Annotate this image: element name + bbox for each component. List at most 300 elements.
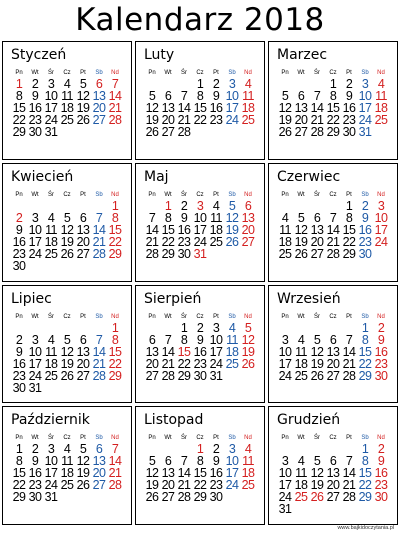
weekday-header: Cz [196,70,204,76]
day-cell: 26 [145,490,159,505]
day-cell: 7 [148,210,156,225]
day-cell: 23 [358,234,372,249]
weekday-header: Wt [31,313,39,320]
day-cell: 8 [196,89,204,103]
month-box [2,41,132,160]
days-grid [11,69,129,138]
weekday-header: Wt [297,313,305,320]
weekday-header: Pt [213,70,219,76]
days-grid [277,69,395,138]
day-cell: 5 [244,320,252,335]
day-cell: 21 [177,113,191,127]
weekday-header: Śr [314,435,320,442]
day-cell: 17 [278,356,292,371]
day-cell: 14 [342,466,356,481]
day-cell: 8 [345,210,353,225]
day-cell: 8 [180,332,188,347]
day-cell: 24 [209,356,223,371]
day-cell: 19 [278,113,292,127]
day-cell: 15 [326,101,340,115]
day-cell: 9 [31,89,39,103]
day-cell: 28 [177,125,191,139]
day-cell: 22 [358,478,372,493]
day-cell: 6 [164,454,172,469]
month-box [135,163,265,282]
day-cell: 19 [241,344,255,359]
day-cell: 24 [28,368,42,383]
days-grid [11,191,129,272]
day-cell: 14 [326,222,340,237]
day-cell: 19 [76,101,90,115]
day-cell: 21 [326,234,340,249]
day-cell: 21 [342,478,356,493]
day-cell: 27 [161,125,175,139]
day-cell: 25 [225,356,239,371]
day-cell: 6 [297,89,305,103]
day-cell: 22 [177,356,191,371]
day-cell: 22 [12,113,26,127]
day-cell: 24 [278,368,292,383]
weekday-header: Cz [196,435,204,442]
weekday-header: Sb [228,435,236,442]
day-cell: 23 [12,368,26,383]
day-cell: 10 [225,454,239,469]
day-cell: 19 [145,478,159,493]
day-cell: 7 [164,332,172,347]
empty-day [341,322,357,334]
weekday-header: Cz [196,191,204,198]
day-cell: 1 [111,320,119,335]
day-cell: 4 [297,332,305,347]
weekday-header: Wt [297,191,305,198]
day-cell: 20 [92,466,106,481]
day-cell: 14 [161,344,175,359]
day-cell: 6 [95,442,103,457]
day-cell: 8 [111,210,119,225]
day-cell: 13 [326,466,340,481]
day-cell: 13 [145,344,159,359]
weekday-header: Pt [80,313,86,320]
day-cell: 16 [342,101,356,115]
day-cell: 29 [12,490,26,505]
day-cell: 20 [326,356,340,371]
day-cell: 21 [92,234,106,249]
day-cell: 4 [47,210,55,225]
day-cell: 21 [177,478,191,493]
day-cell: 2 [31,77,39,91]
days-grid [11,313,129,394]
day-cell: 24 [278,490,292,505]
weekday-header: Sb [228,70,236,76]
weekday-header: Pt [346,313,352,320]
day-cell: 18 [44,234,58,249]
day-cell: 23 [209,113,223,127]
day-cell: 16 [374,344,388,359]
day-cell: 1 [196,77,204,91]
months-grid [2,41,398,525]
day-cell: 26 [60,368,74,383]
weekday-header: Wt [164,191,172,198]
day-cell: 11 [61,454,73,469]
day-cell: 17 [209,344,223,359]
day-cell: 12 [294,222,308,237]
day-cell: 24 [44,113,58,127]
day-cell: 31 [358,125,372,139]
day-cell: 21 [310,113,324,127]
day-cell: 13 [310,222,324,237]
day-cell: 27 [310,246,324,261]
weekday-header: Sb [228,191,236,198]
day-cell: 28 [342,368,356,383]
day-cell: 22 [342,234,356,249]
weekday-header: Cz [329,435,337,442]
day-cell: 4 [212,198,220,213]
day-cell: 10 [225,89,239,103]
day-cell: 7 [95,210,103,225]
day-cell: 3 [361,77,369,91]
day-cell: 29 [342,246,356,261]
day-cell: 26 [294,246,308,261]
day-cell: 19 [60,234,74,249]
weekday-header: Pt [213,191,219,198]
day-cell: 5 [281,89,289,103]
day-cell: 12 [145,466,159,481]
day-cell: 2 [212,442,220,457]
empty-day [27,322,43,334]
day-cell: 18 [60,101,74,115]
weekday-header: Pt [346,435,352,442]
day-cell: 1 [361,442,369,457]
day-cell: 9 [212,454,220,469]
day-cell: 26 [76,478,90,493]
weekday-header: Pn [148,191,156,198]
day-cell: 7 [313,89,321,103]
day-cell: 27 [92,478,106,493]
day-cell: 8 [15,454,23,469]
day-cell: 18 [294,478,308,493]
day-cell: 17 [225,101,239,115]
day-cell: 13 [161,101,175,115]
day-cell: 7 [95,332,103,347]
day-cell: 20 [161,113,175,127]
day-cell: 20 [310,234,324,249]
day-cell: 2 [377,320,385,335]
day-cell: 19 [294,234,308,249]
days-grid [277,191,395,260]
weekday-header: Cz [63,191,71,198]
weekday-header: Śr [314,313,320,320]
empty-day [309,322,325,334]
day-cell: 29 [193,490,207,505]
day-cell: 9 [15,344,23,359]
day-cell: 1 [15,442,23,457]
weekday-header: Śr [48,435,54,442]
day-cell: 27 [241,234,255,249]
day-cell: 23 [374,356,388,371]
day-cell: 7 [180,454,188,469]
weekday-header: Cz [329,70,337,76]
day-cell: 1 [111,198,119,213]
weekday-header: Nd [111,70,119,76]
day-cell: 20 [241,222,255,237]
empty-day [325,322,341,334]
empty-day [91,200,107,212]
day-cell: 23 [374,478,388,493]
day-cell: 2 [31,442,39,457]
day-cell: 17 [358,101,372,115]
day-cell: 3 [196,198,204,213]
day-cell: 15 [177,344,191,359]
day-cell: 20 [161,478,175,493]
day-cell: 30 [374,368,388,383]
month-name: Marzec [277,47,328,63]
day-cell: 9 [377,332,385,347]
empty-day [91,322,107,334]
day-cell: 6 [329,454,337,469]
day-cell: 14 [342,344,356,359]
days-grid [277,313,395,382]
month-name: Sierpień [144,290,202,307]
day-cell: 28 [108,478,122,493]
weekday-header: Pn [281,70,289,76]
day-cell: 30 [12,380,26,395]
calendar-title: Kalendarz 2018 [75,2,325,38]
month-box [2,285,132,404]
day-cell: 23 [12,246,26,261]
day-cell: 26 [310,368,324,383]
day-cell: 1 [361,320,369,335]
weekday-header: Śr [314,70,320,76]
day-cell: 30 [342,125,356,139]
month-name: Październik [11,412,90,429]
weekday-header: Sb [361,435,369,442]
day-cell: 18 [241,466,255,481]
month-name: Listopad [144,412,204,429]
day-cell: 20 [326,478,340,493]
day-cell: 11 [279,222,291,237]
day-cell: 23 [177,234,191,249]
day-cell: 9 [361,210,369,225]
empty-day [144,322,160,334]
day-cell: 6 [244,198,252,213]
day-cell: 25 [241,478,255,493]
day-cell: 19 [310,478,324,493]
day-cell: 11 [242,454,254,469]
day-cell: 25 [294,490,308,505]
day-cell: 9 [345,89,353,103]
weekday-header: Wt [31,191,39,198]
weekday-header: Nd [244,191,252,198]
day-cell: 10 [278,344,292,359]
day-cell: 29 [161,246,175,261]
day-cell: 17 [193,222,207,237]
day-cell: 28 [92,368,106,383]
day-cell: 5 [148,89,156,103]
weekday-header: Śr [181,313,187,320]
day-cell: 17 [44,466,58,481]
day-cell: 2 [345,77,353,91]
day-cell: 19 [145,113,159,127]
day-cell: 1 [15,77,23,91]
day-cell: 30 [374,490,388,505]
day-cell: 4 [297,454,305,469]
weekday-header: Pn [281,435,289,442]
month-name: Kwiecień [11,168,74,185]
day-cell: 2 [180,198,188,213]
day-cell: 3 [228,77,236,91]
weekday-header: Wt [31,435,39,442]
day-cell: 25 [44,246,58,261]
day-cell: 19 [76,466,90,481]
day-cell: 27 [76,368,90,383]
weekday-header: Cz [63,70,71,76]
day-cell: 7 [111,442,119,457]
day-cell: 22 [193,478,207,493]
day-cell: 8 [111,332,119,347]
day-cell: 21 [108,101,122,115]
empty-day [59,200,75,212]
day-cell: 13 [326,344,340,359]
day-cell: 16 [28,101,42,115]
day-cell: 27 [326,490,340,505]
weekday-header: Pn [15,435,23,442]
day-cell: 23 [193,356,207,371]
day-cell: 3 [281,332,289,347]
day-cell: 16 [209,466,223,481]
weekday-header: Pt [80,70,86,76]
weekday-header: Pn [15,313,23,320]
weekday-header: Pn [148,313,156,320]
empty-day [43,200,59,212]
day-cell: 23 [28,478,42,493]
day-cell: 18 [374,101,388,115]
day-cell: 6 [95,77,103,91]
weekday-header: Cz [63,435,71,442]
day-cell: 13 [161,466,175,481]
day-cell: 23 [28,113,42,127]
day-cell: 4 [377,77,385,91]
weekday-header: Śr [181,191,187,198]
day-cell: 28 [161,368,175,383]
day-cell: 25 [60,478,74,493]
weekday-header: Sb [95,435,103,442]
day-cell: 27 [145,368,159,383]
day-cell: 7 [345,332,353,347]
day-cell: 22 [161,234,175,249]
day-cell: 14 [92,222,106,237]
day-cell: 16 [12,234,26,249]
day-cell: 5 [297,210,305,225]
day-cell: 12 [76,89,90,103]
month-name: Wrzesień [277,290,341,307]
day-cell: 29 [358,490,372,505]
day-cell: 25 [209,234,223,249]
day-cell: 20 [76,356,90,371]
day-cell: 26 [60,246,74,261]
weekday-header: Wt [31,70,39,76]
weekday-header: Sb [361,70,369,76]
day-cell: 1 [345,198,353,213]
empty-day [309,200,325,212]
day-cell: 11 [295,344,307,359]
empty-day [43,322,59,334]
weekday-header: Śr [48,191,54,198]
day-cell: 18 [209,222,223,237]
empty-day [11,322,27,334]
day-cell: 29 [326,125,340,139]
day-cell: 17 [278,478,292,493]
month-box [135,285,265,404]
day-cell: 22 [108,234,122,249]
day-cell: 8 [196,454,204,469]
day-cell: 5 [63,332,71,347]
day-cell: 18 [278,234,292,249]
day-cell: 28 [326,246,340,261]
day-cell: 15 [161,222,175,237]
day-cell: 14 [92,344,106,359]
day-cell: 12 [241,332,255,347]
weekday-header: Śr [314,191,320,198]
day-cell: 17 [28,356,42,371]
day-cell: 6 [329,332,337,347]
day-cell: 23 [342,113,356,127]
day-cell: 27 [294,125,308,139]
day-cell: 25 [294,368,308,383]
day-cell: 3 [377,198,385,213]
day-cell: 28 [145,246,159,261]
day-cell: 9 [31,454,39,469]
day-cell: 27 [161,490,175,505]
empty-day [160,322,176,334]
month-box [268,406,398,525]
day-cell: 30 [209,490,223,505]
day-cell: 16 [358,222,372,237]
weekday-header: Nd [377,313,385,320]
empty-day [293,200,309,212]
day-cell: 29 [108,246,122,261]
day-cell: 29 [358,368,372,383]
weekday-header: Wt [297,70,305,76]
day-cell: 17 [225,466,239,481]
day-cell: 13 [76,222,90,237]
day-cell: 26 [241,356,255,371]
weekday-header: Cz [329,313,337,320]
day-cell: 14 [108,454,122,469]
day-cell: 3 [212,320,220,335]
day-cell: 6 [79,332,87,347]
day-cell: 22 [193,113,207,127]
empty-day [11,200,27,212]
weekday-header: Wt [164,435,172,442]
day-cell: 22 [12,478,26,493]
weekday-header: Wt [164,313,172,320]
weekday-header: Cz [196,313,204,320]
day-cell: 2 [15,210,23,225]
footer-url: www.bajkidoczytania.pl [337,525,394,531]
day-cell: 11 [45,344,57,359]
weekday-header: Sb [95,191,103,198]
day-cell: 21 [92,356,106,371]
day-cell: 16 [193,344,207,359]
day-cell: 16 [374,466,388,481]
day-cell: 31 [193,246,207,261]
day-cell: 4 [228,320,236,335]
day-cell: 13 [92,89,106,103]
month-box [135,41,265,160]
month-box [268,163,398,282]
day-cell: 26 [310,490,324,505]
day-cell: 28 [92,246,106,261]
